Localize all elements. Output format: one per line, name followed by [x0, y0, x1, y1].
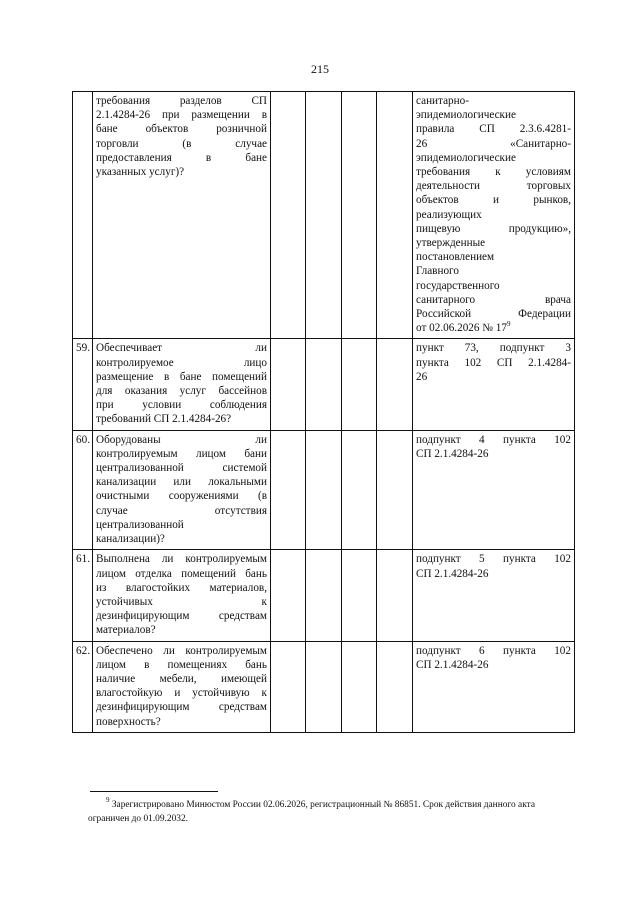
reference-line: [416, 179, 571, 193]
reference-line-text: подпункт 6 пункта 102: [416, 644, 571, 657]
question-line: наличие мебели, имеющей: [96, 672, 267, 685]
blank-col-4: [377, 92, 413, 339]
blank-col-3: [342, 339, 377, 430]
footnote-line-1: [88, 798, 574, 812]
question-line: из влагостойких материалов,: [96, 581, 267, 594]
reference-cell: [413, 92, 575, 339]
question-line: торговли (в случае: [96, 137, 267, 150]
reference-line-text: СП 2.1.4284-26: [416, 567, 489, 580]
question-line: влагостойкую и устойчивую к: [96, 687, 267, 700]
question-line: Обеспечено ли контролируемым: [96, 644, 267, 657]
reference-line-text: Российской Федерации: [416, 308, 571, 321]
reference-line: [416, 264, 571, 278]
reference-line-text: требования к условиям: [416, 166, 571, 179]
reference-line: [416, 279, 571, 293]
question-cell: [93, 550, 271, 641]
page-number: 215: [311, 62, 329, 76]
reference-line-text: государственного: [416, 279, 500, 292]
footnote-mark: 9: [106, 796, 110, 804]
question-line: материалов?: [96, 624, 156, 637]
question-line: предоставления в бане: [96, 151, 267, 164]
reference-line-text: СП 2.1.4284-26: [416, 658, 489, 671]
question-line: лицом в помещениях бань: [96, 658, 267, 671]
reference-line-text: пункта 102 СП 2.1.4284-: [416, 356, 571, 369]
reference-line-text: эпидемиологические: [416, 109, 516, 122]
row-number: 62.: [73, 641, 93, 732]
reference-line: [416, 293, 571, 307]
question-line: контролируемым лицом бани: [96, 447, 267, 460]
reference-line: [416, 447, 571, 461]
question-line: централизованной: [96, 518, 184, 531]
reference-line-text: объектов и рынков,: [416, 194, 571, 207]
row-number: [73, 92, 93, 339]
footnote-divider: [90, 791, 218, 792]
blank-col-2: [306, 550, 342, 641]
blank-col-1: [271, 339, 306, 430]
question-line: Выполнена ли контролируемым: [96, 553, 267, 566]
reference-line: [416, 321, 571, 335]
reference-line: [416, 165, 571, 179]
reference-line-text: утвержденные: [416, 237, 486, 250]
reference-line: [416, 307, 571, 321]
reference-line-text: санитарного врача: [416, 293, 571, 306]
blank-col-2: [306, 641, 342, 732]
blank-col-3: [342, 641, 377, 732]
footnote-reference-mark: 9: [506, 320, 511, 329]
question-line: поверхность?: [96, 715, 161, 728]
reference-line-text: пищевую продукцию»,: [416, 222, 571, 235]
blank-col-1: [271, 550, 306, 641]
question-line: требования разделов СП: [96, 95, 267, 107]
question-line: дезинфицирующим средствам: [96, 610, 267, 623]
question-line: канализации)?: [96, 533, 165, 546]
reference-line-text: от 02.06.2026 № 17: [416, 322, 507, 335]
question-line: устойчивых к: [96, 595, 267, 608]
reference-line: [416, 356, 571, 370]
table-row: [73, 430, 575, 550]
question-line: случае отсутствия: [96, 504, 267, 517]
reference-cell: [413, 641, 575, 732]
question-cell: [93, 92, 271, 339]
blank-col-4: [377, 641, 413, 732]
blank-col-1: [271, 92, 306, 339]
reference-line: [416, 341, 571, 355]
reference-line: [416, 552, 571, 566]
checklist-table: [72, 91, 575, 733]
reference-cell: [413, 339, 575, 430]
reference-line-text: СП 2.1.4284-26: [416, 447, 489, 460]
blank-col-3: [342, 550, 377, 641]
question-cell: [93, 430, 271, 550]
question-line: размещение в бане помещений: [96, 370, 267, 383]
question-line: требований СП 2.1.4284-26?: [96, 413, 232, 426]
blank-col-1: [271, 641, 306, 732]
reference-line-text: пункт 73, подпункт 3: [416, 342, 571, 355]
footnote-text-1: Зарегистрировано Минюстом России 02.06.2026, регистрационный № 86851. Срок действия данного акта: [111, 800, 535, 810]
table-row: [73, 92, 575, 339]
blank-col-2: [306, 430, 342, 550]
reference-cell: [413, 430, 575, 550]
reference-line-text: эпидемиологические: [416, 151, 516, 164]
question-line: лицом отделка помещений бань: [96, 567, 267, 580]
reference-line-text: подпункт 4 пункта 102: [416, 433, 571, 446]
row-number: 61.: [73, 550, 93, 641]
question-line: для оказания услуг бассейнов: [96, 385, 267, 398]
table-row: [73, 641, 575, 732]
reference-line: [416, 108, 571, 122]
blank-col-4: [377, 550, 413, 641]
blank-col-3: [342, 430, 377, 550]
reference-line: [416, 151, 571, 165]
reference-line: [416, 122, 571, 136]
blank-col-3: [342, 92, 377, 339]
table-row: [73, 550, 575, 641]
question-line: Оборудованы ли: [96, 433, 267, 446]
reference-line: [416, 193, 571, 207]
row-number: 60.: [73, 430, 93, 550]
reference-line-text: постановлением: [416, 251, 495, 264]
reference-line-text: 26 «Санитарно-: [416, 137, 571, 150]
footnote: [88, 798, 574, 826]
question-line: указанных услуг)?: [96, 166, 185, 179]
reference-line: [416, 250, 571, 264]
reference-line: [416, 137, 571, 151]
reference-line: [416, 644, 571, 658]
question-cell: [93, 641, 271, 732]
question-line: дезинфицирующим средствам: [96, 701, 267, 714]
question-line: бане объектов розничной: [96, 123, 267, 136]
question-line: централизованной системой: [96, 462, 267, 475]
blank-col-2: [306, 92, 342, 339]
reference-line: [416, 94, 571, 108]
question-line: контролируемое лицо: [96, 356, 267, 369]
table-body: [73, 92, 575, 733]
reference-cell: [413, 550, 575, 641]
footnote-line-2: ограничен до 01.09.2032.: [88, 814, 188, 824]
reference-line: [416, 433, 571, 447]
question-line: при условии соблюдения: [96, 399, 267, 412]
reference-line: [416, 370, 571, 384]
question-line: 2.1.4284-26 при размещении в: [96, 109, 267, 122]
reference-line: [416, 208, 571, 222]
row-number: 59.: [73, 339, 93, 430]
question-line: канализации или локальными: [96, 476, 267, 489]
reference-line: [416, 236, 571, 250]
reference-line-text: деятельности торговых: [416, 180, 571, 193]
reference-line-text: подпункт 5 пункта 102: [416, 553, 571, 566]
reference-line: [416, 222, 571, 236]
blank-col-2: [306, 339, 342, 430]
reference-line-text: реализующих: [416, 208, 482, 221]
question-line: Обеспечивает ли: [96, 342, 267, 355]
reference-line: [416, 567, 571, 581]
reference-line-text: санитарно-: [416, 95, 469, 107]
table-row: [73, 339, 575, 430]
blank-col-4: [377, 430, 413, 550]
reference-line-text: Главного: [416, 265, 459, 278]
reference-line-text: 26: [416, 370, 428, 383]
reference-line: [416, 658, 571, 672]
question-line: очистными сооружениями (в: [96, 490, 267, 503]
reference-line-text: правила СП 2.3.6.4281-: [416, 123, 571, 136]
blank-col-4: [377, 339, 413, 430]
question-cell: [93, 339, 271, 430]
blank-col-1: [271, 430, 306, 550]
